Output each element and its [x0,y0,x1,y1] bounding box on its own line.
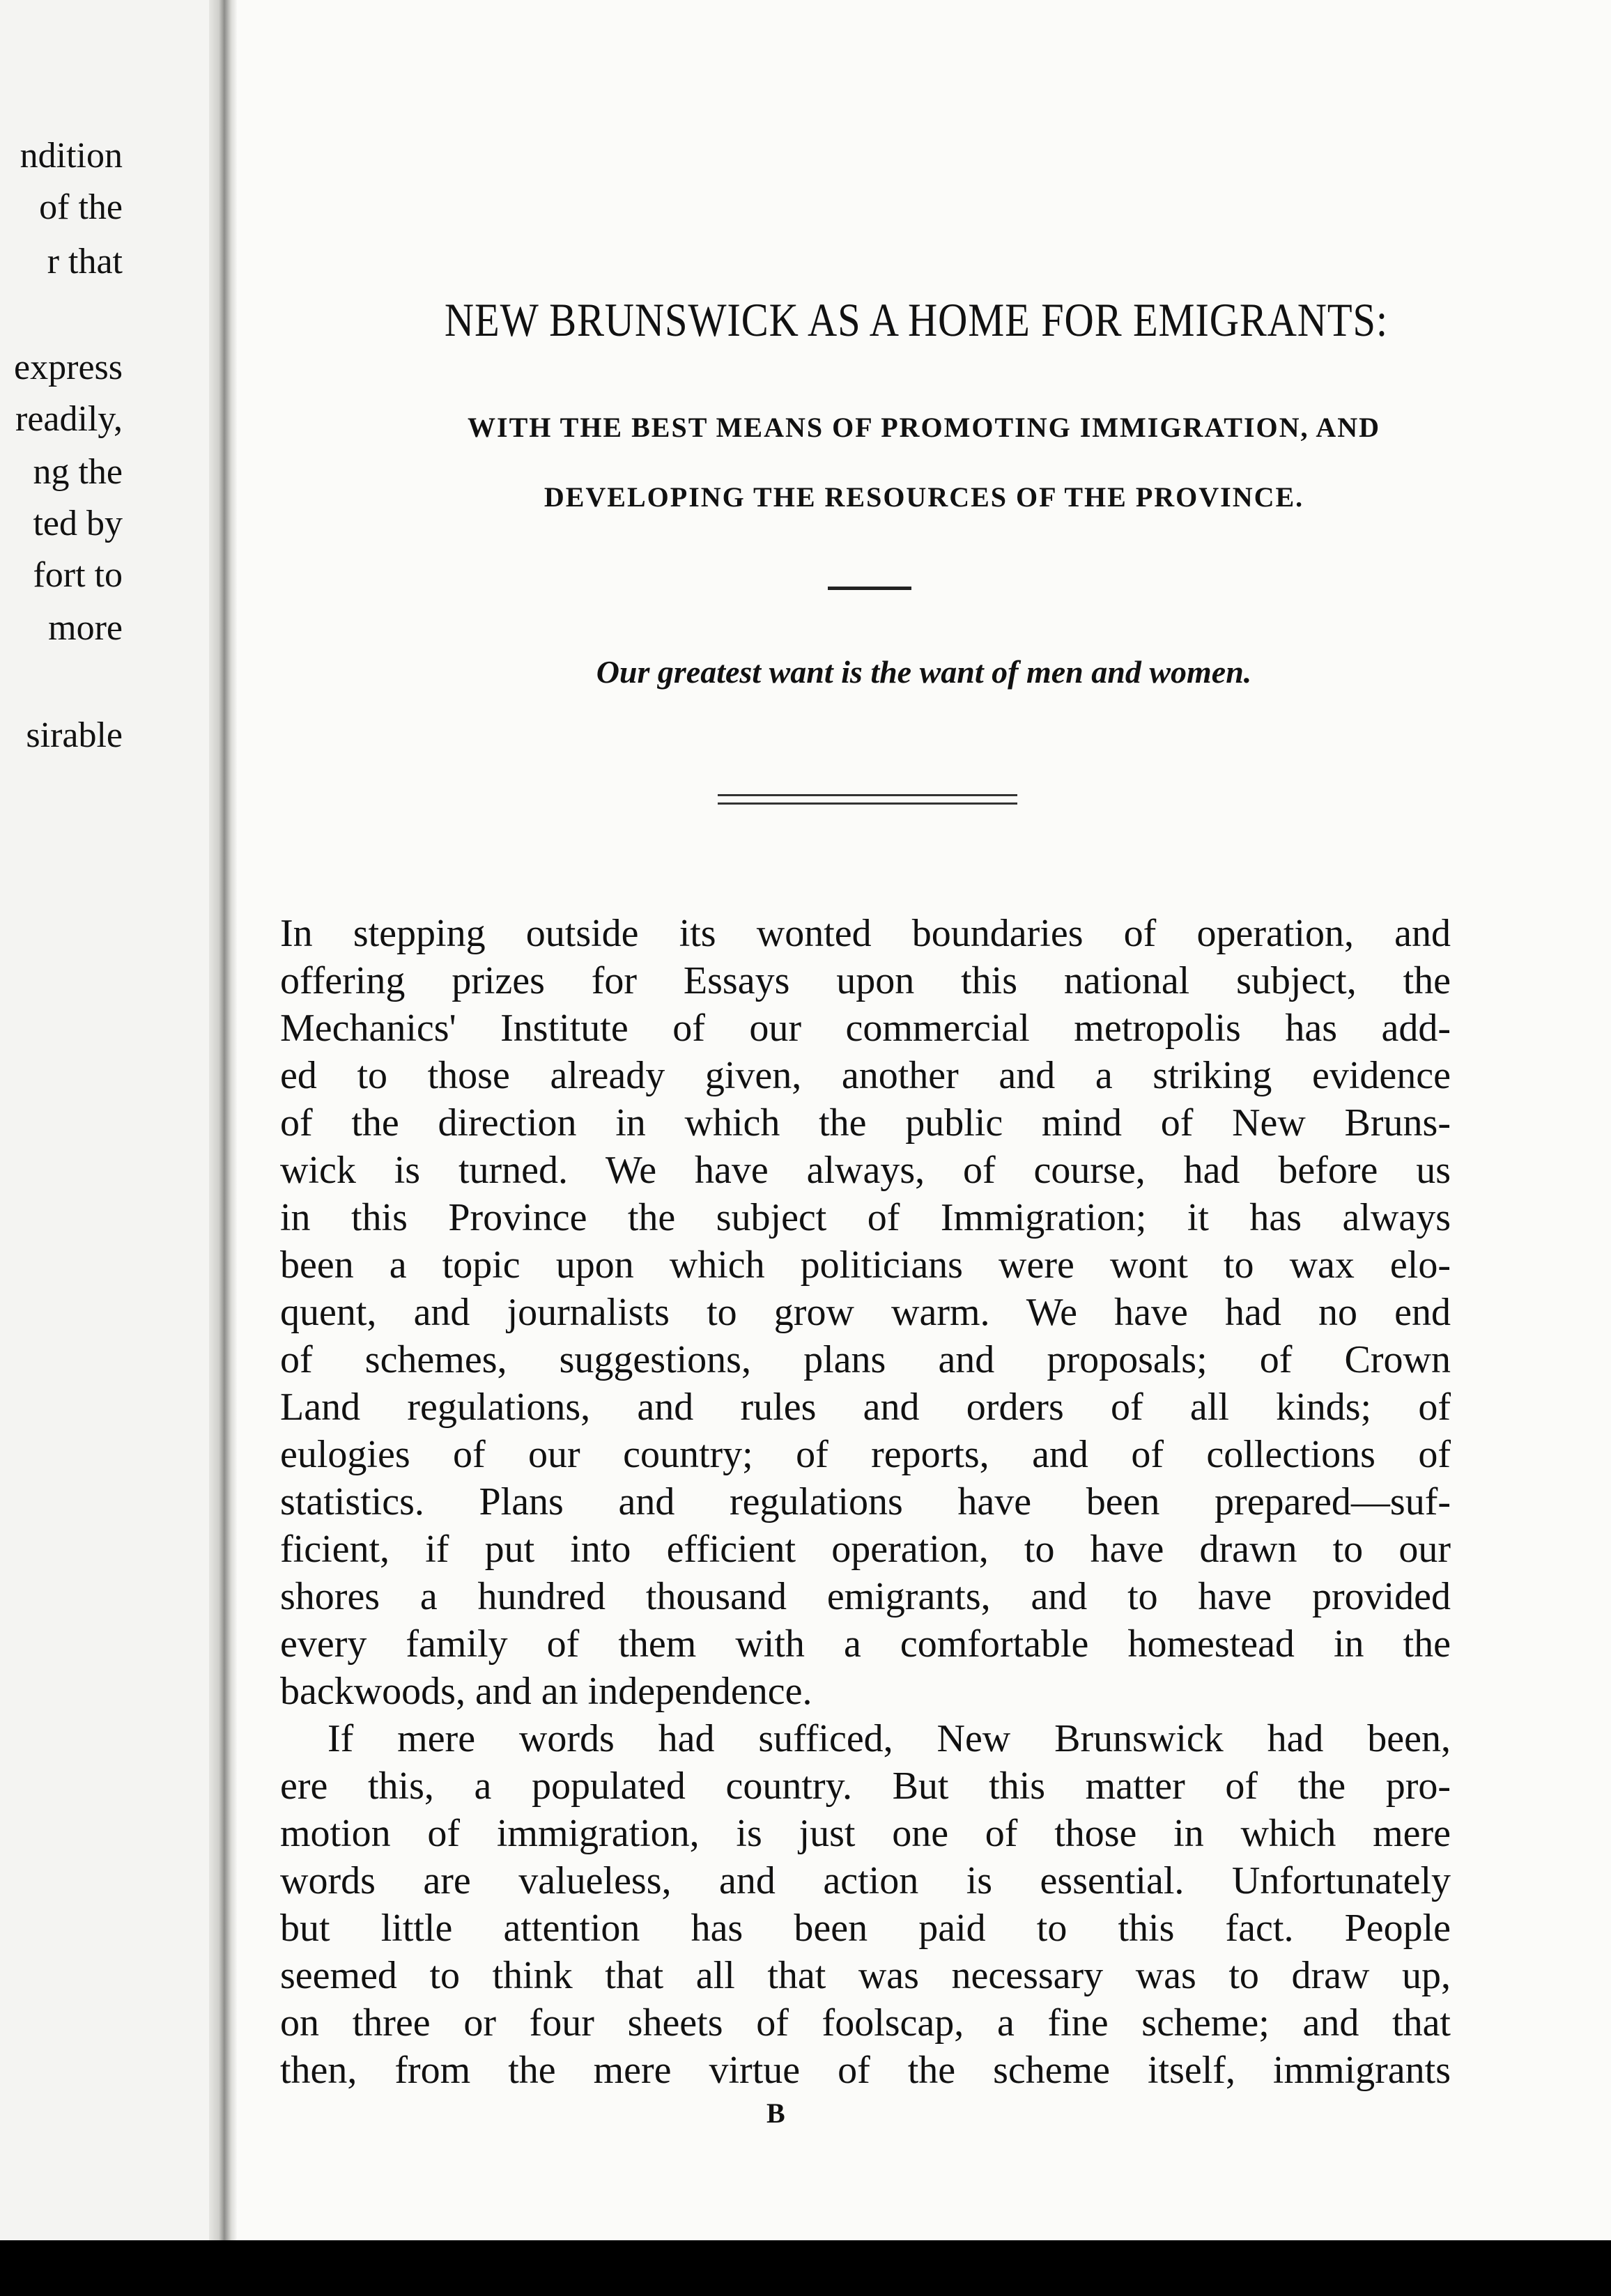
right-page [237,0,1611,2240]
left-text-fragment: ndition [20,136,123,176]
subtitle-line: WITH THE BEST MEANS OF PROMOTING IMMIGRATION, AND [468,412,1380,443]
text-line: wick is turned. We have always, of course, had before us [280,1149,1451,1192]
page-title: NEW BRUNSWICK AS A HOME FOR EMIGRANTS: [444,293,1388,346]
text-line: been a topic upon which politicians were wont to wax elo- [280,1243,1451,1287]
scan-border [0,2240,1611,2296]
left-text-fragment: express [14,348,123,387]
text-line: ere this, a populated country. But this matter of the pro- [280,1764,1451,1808]
left-text-fragment: readily, [15,399,123,439]
left-text-fragment: ng the [33,452,123,492]
section-rule [828,587,911,590]
text-line: motion of immigration, is just one of those in which mere [280,1812,1451,1855]
text-line: but little attention has been paid to this fact. People [280,1907,1451,1950]
signature-mark: B [766,2097,785,2129]
text-line: of schemes, suggestions, plans and proposals; of Crown [280,1338,1451,1381]
left-text-fragment: more [48,608,123,648]
left-text-fragment: fort to [33,555,123,595]
text-line: in this Province the subject of Immigration; it has always [280,1196,1451,1239]
paragraph [280,1715,1451,2094]
subtitle-line: DEVELOPING THE RESOURCES OF THE PROVINCE. [544,481,1304,513]
text-line: seemed to think that all that was necessary was to draw up, [280,1954,1451,1997]
left-page-fragment [0,0,209,2240]
text-line: then, from the mere virtue of the scheme itself, immigrants [280,2049,1451,2092]
text-line: Land regulations, and rules and orders of all kinds; of [280,1386,1451,1429]
text-line: Mechanics' Institute of our commercial metropolis has add- [280,1007,1451,1050]
double-rule-bottom [718,802,1017,805]
text-line: quent, and journalists to grow warm. We have had no end [280,1291,1451,1334]
text-line: backwoods, and an independence. [280,1670,812,1713]
left-text-fragment: ted by [33,504,123,543]
left-text-fragment: r that [47,242,123,281]
essay-body [280,910,1451,2094]
text-line: ed to those already given, another and a striking evidence [280,1054,1451,1097]
text-line: on three or four sheets of foolscap, a fine scheme; and that [280,2001,1451,2045]
epigraph: Our greatest want is the want of men and women. [596,654,1252,690]
paragraph [280,910,1451,1715]
text-line: eulogies of our country; of reports, and of collections of [280,1433,1451,1476]
text-line: offering prizes for Essays upon this national subject, the [280,959,1451,1002]
text-line: If mere words had sufficed, New Brunswick had been, [327,1717,1451,1760]
text-line: words are valueless, and action is essential. Unfortunately [280,1859,1451,1902]
text-line: ficient, if put into efficient operation, to have drawn to our [280,1528,1451,1571]
text-line: every family of them with a comfortable homestead in the [280,1622,1451,1666]
double-rule-top [718,794,1017,796]
text-line: statistics. Plans and regulations have been prepared—suf- [280,1480,1451,1523]
text-line: of the direction in which the public mind of New Bruns- [280,1101,1451,1145]
text-line: In stepping outside its wonted boundaries of operation, and [280,912,1451,955]
left-text-fragment: of the [39,187,123,227]
left-text-fragment: sirable [26,715,123,755]
book-gutter [209,0,237,2240]
text-line: shores a hundred thousand emigrants, and to have provided [280,1575,1451,1618]
